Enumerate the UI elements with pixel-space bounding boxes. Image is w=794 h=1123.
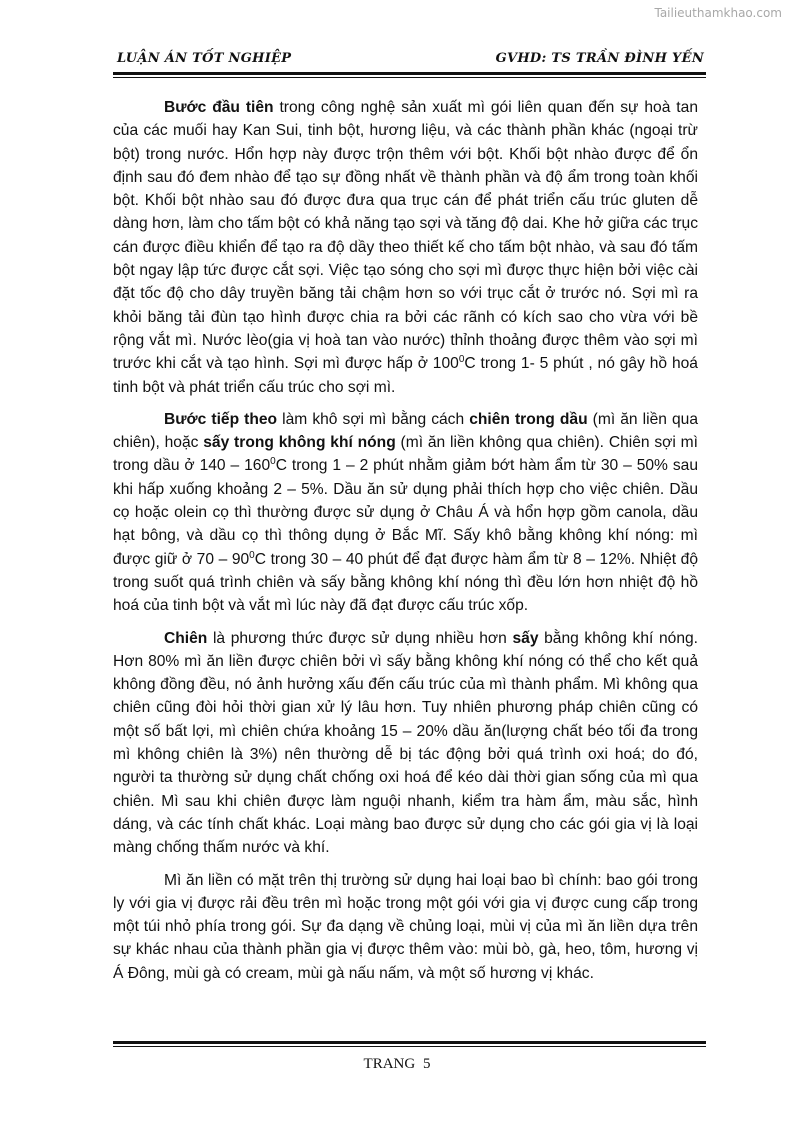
page-number: 5: [422, 1056, 431, 1072]
page-footer: [0, 1056, 794, 1073]
bold-run: Bước đầu tiên: [164, 99, 274, 116]
header-rule-thin: [113, 77, 706, 78]
bold-run: sấy trong không khí nóng: [203, 434, 396, 452]
paragraph: [113, 96, 698, 399]
text-run: C trong 1- 5 phút , nó gây hồ hoá tinh bột và phát triển cấu trúc cho sợi mì.: [113, 355, 698, 396]
bold-run: chiên trong dầu: [469, 410, 588, 428]
header-advisor: GVHD: TS TRẦN ĐÌNH YẾN: [495, 51, 704, 66]
superscript-run: 0: [249, 549, 255, 561]
text-run: là phương thức được sử dụng nhiều hơn: [207, 629, 513, 647]
text-run: (mì ăn liền qua chiên), hoặc: [113, 410, 698, 452]
superscript-run: 0: [458, 354, 465, 366]
paragraph: [113, 869, 698, 985]
page-header: [113, 51, 706, 73]
bold-run: sấy: [512, 629, 539, 647]
bold-run: Chiên: [164, 629, 208, 647]
text-run: C trong 1 – 2 phút nhằm giảm bớt hàm ẩm từ 30 – 50% sau khi hấp xuống khoảng 2 – 5%. Dầu ăn sử dụng phải thích hợp cho việc chiên. Dầu cọ hoặc olein cọ thì thường được sử dụng ở Châu Á và hổn hợp gồm canola, dầu hạt bông, và dầu cọ thì thông dụng ở Bắc Mĩ. Sấy khô bằng không khí nóng: mì được giữ ở 70 – 90: [113, 457, 698, 568]
paragraph: [113, 408, 698, 618]
text-run: C trong 30 – 40 phút để đạt được hàm ẩm từ 8 – 12%. Nhiệt độ trong suốt quá trình chiên và sấy bằng không khí nóng thì đều lớn hơn nhiệt độ hồ hoá của tinh bột và vắt mì lúc này đã đạt được cấu trúc xốp.: [113, 550, 698, 615]
header-thesis-title: LUẬN ÁN TỐT NGHIỆP: [117, 51, 292, 66]
text-run: làm khô sợi mì bằng cách: [277, 410, 470, 428]
bold-run: Bước tiếp theo: [164, 410, 278, 428]
footer-rule-thin: [113, 1046, 706, 1047]
page-label: TRANG: [363, 1056, 416, 1072]
superscript-run: 0: [270, 456, 276, 468]
text-run: trong công nghệ sản xuất mì gói liên quan đến sự hoà tan của các muối hay Kan Sui, tinh bột, hương liệu, và các thành phần khác (ngoại trừ bột) trong nước. Hổn hợp này được trộn thêm với bột. Khối bột nhào được để ổn định sau đó đem nhào để tạo sự đồng nhất về thành phần và độ ẩm trong toàn khối bột. Khối bột nhào sau đó được đưa qua trục cán để phát triển cấu trúc gluten dễ dàng hơn, làm cho tấm bột có khả năng tạo sợi và tăng độ dai. Khe hở giữa các trục cán được điều khiển để tạo ra độ dầy theo thiết kế cho tấm bột nhào, và sau đó tấm bột ngay lập tức được cắt sợi. Việc tạo sóng cho sợi mì được thực hiện bởi việc cài đặt tốc độ cho dây truyền băng tải chậm hơn so với trục cắt ở trước nó. Sợi mì ra khỏi băng tải đùn tạo hình được chia ra bởi các rãnh có kích sao cho vừa với bề rộng vắt mì. Nước lèo(gia vị hoà tan vào nước) thỉnh thoảng được thêm vào sợi mì trước khi cắt và tạo hình. Sợi mì được hấp ở 100: [113, 99, 698, 373]
header-rule-thick: [113, 72, 706, 75]
text-run: bằng không khí nóng. Hơn 80% mì ăn liền được chiên bởi vì sấy bằng không khí nóng có thể cho kết quả không đồng đều, nó ảnh hưởng xấu đến cấu trúc của mì thành phẩm. Mì không qua chiên cũng đòi hỏi thời gian xử lý lâu hơn. Tuy nhiên phương pháp chiên cũng có một số bất lợi, mì chiên chứa khoảng 15 – 20% dầu ăn(lượng chất béo tối đa trong mì không chiên là 3%) nên thường dễ bị tác động bởi quá trình oxi hoá; do đó, người ta thường sử dụng chất chống oxi hoá để kéo dài thời gian sống của mì qua chiên. Mì sau khi chiên được làm nguội nhanh, kiểm tra hàm ẩm, màu sắc, hình dáng, và các tính chất khác. Loại màng bao được sử dụng cho các gói gia vị là loại màng chống thấm nước và khí.: [113, 629, 698, 857]
text-run: Mì ăn liền có mặt trên thị trường sử dụng hai loại bao bì chính: bao gói trong ly với gia vị được rải đều trên mì hoặc trong một gói với gia vị được cung cấp trong một túi nhỏ phía trong gói. Sự đa dạng về chủng loại, mùi vị của mì ăn liền dựa trên sự khác nhau của thành phần gia vị được thêm vào: mùi bò, gà, heo, tôm, hương vị Á Đông, mùi gà có cream, mùi gà nấu nấm, và một số hương vị khác.: [113, 871, 698, 982]
text-run: (mì ăn liền không qua chiên). Chiên sợi mì trong dầu ở 140 – 160: [113, 434, 698, 475]
watermark-text: Tailieuthamkhao.com: [654, 6, 782, 20]
body-text: [113, 96, 698, 994]
paragraph: [113, 627, 698, 860]
footer-rule-thick: [113, 1041, 706, 1044]
